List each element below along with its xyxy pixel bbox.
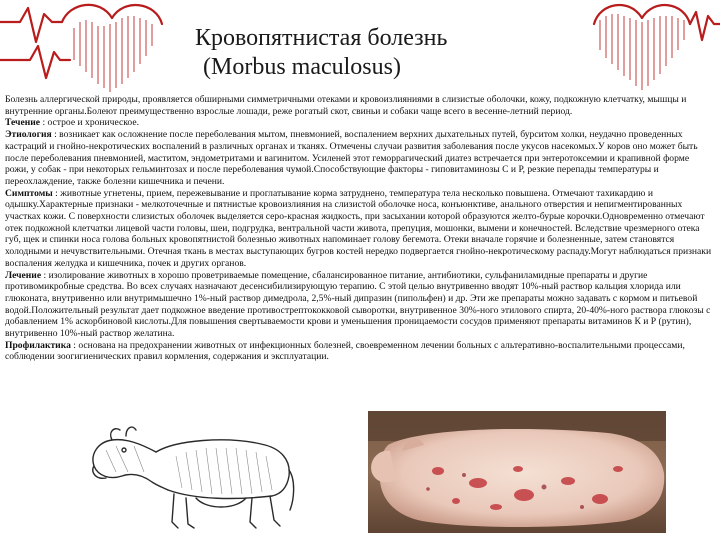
heartbeat-heart-icon: [0, 0, 170, 100]
prevention-text: : основана на предохранении животных от инфекционных болезней, своевременном лечении больных с альтеративно-воспалительными процессами, соблюдении зоогигиенических правил кормления, содержания и эксплуатации.: [5, 339, 685, 363]
prevention-paragraph: [5, 340, 713, 363]
intro-paragraph: [5, 94, 713, 117]
treatment-label: Лечение: [5, 269, 42, 281]
treatment-text: : изолирование животных в хорошо проветриваемые помещение, сбалансированное питание, антибиотики, сульфаниламидные препараты и другие противомикробные средства. Во всех случаях назначают десенсибилизирующую терапию. С этой целью внутривенно вводят 10%-ный раствор кальция хлорида или глюконата, внутривенно или внутримышечно 1%-ный раствор димедрола, 2,5%-ный дипразин (пипольфен) и др. Эти же препараты можно задавать с кормом и питьевой водой.Положительный результат дает подкожное введение противострептококковой сыворотки, внутривенное 30%-ного этилового спирта, 20-40%-ного раствора глюкозы с добавлением 1% аскорбиновой кислоты.Для повышения свертываемости крови и уменьшения проницаемости сосудов применяют препараты витаминов К и Р (рутин), внутривенно 10%-ный раствор желатина.: [5, 269, 711, 340]
etiology-label: Этиология: [5, 129, 52, 141]
etiology-paragraph: [5, 129, 713, 188]
course-text: : острое и хроническое.: [42, 117, 140, 129]
etiology-text: : возникает как осложнение после переболевания мытом, пневмонией, воспалением верхних дыхательных путей, бурситом холки, неудачно проведенных кастраций и гнойно-некротических воспалений в различных органах и тканях. Отмечены случаи развития заболевания после укусов насекомых.У коров оно может быть после переболевания пневмонией, маститом, эндометритами и вагинитом. Усиленей этот геморрагический диатез встречается при энтеротоксемии и крапивной форме рожи, у собак - при некоторых гельминтозах и после переболевания чумой.Способствующие факторы - гиповитаминозы С и Р, резкие перепады температуры и переохлаждение, также болезни кишечника и печени.: [5, 129, 698, 187]
intro-text: Болезнь аллергической природы, проявляется обширными симметричными отеками и кровоизлияниями в слизистые оболочки, кожу, подкожную клетчатку, мышцы и внутренние органы.Болеют преимущественно взрослые лошади, реже рогатый скот, свиньи и собаки чаще всего в весенне-летний период.: [5, 94, 687, 117]
slide-body: [5, 94, 713, 363]
prevention-label: Профилактика: [5, 339, 71, 351]
course-label: Течение: [5, 117, 41, 129]
treatment-paragraph: [5, 270, 713, 340]
title-latin: (Morbus maculosus): [203, 54, 401, 80]
course-paragraph: [5, 117, 713, 129]
symptoms-label: Симптомы: [5, 187, 53, 199]
horse-sketch-icon: [86, 410, 301, 536]
symptoms-text: : животные угнетены, прием, пережевывание и проглатывание корма затруднено, температура тела несколько повышена. Отмечают тахикардию и одышку.Характерные признаки - мелкоточечные и пятнистые кровоизлияния на слизистой оболочке носа, конъюнктиве, анального отверстия и непигментированных участках кожи. С поверхности слизистых оболочек выделяется серо-красная жидкость, при засыхании которой образуются желто-бурые корочки.Одновременно отмечают отек подкожной клетчатки лицевой части головы, шеи, подгрудка, вентральной части живота, препуция, мошонки, вымени и конечностей. Вследствие чрезмерного отека губ, щек и спинки носа голова больных кровопятнистой болезнью животных напоминает голову бегемота. Отеки вначале горячие и болезненные, затем становятся холодными и нечувствительными. Отечная ткань в местах выступающих бугров костей нередко подвергается гнойно-некротическому распаду.Могут наблюдаться признаки воспаления желудка и кишечника, почек и других органов.: [5, 187, 712, 269]
slide-title: [195, 24, 615, 82]
pig-photo-icon: [368, 411, 666, 533]
title-main: Кровопятнистая болезнь: [195, 25, 448, 51]
symptoms-paragraph: [5, 188, 713, 270]
